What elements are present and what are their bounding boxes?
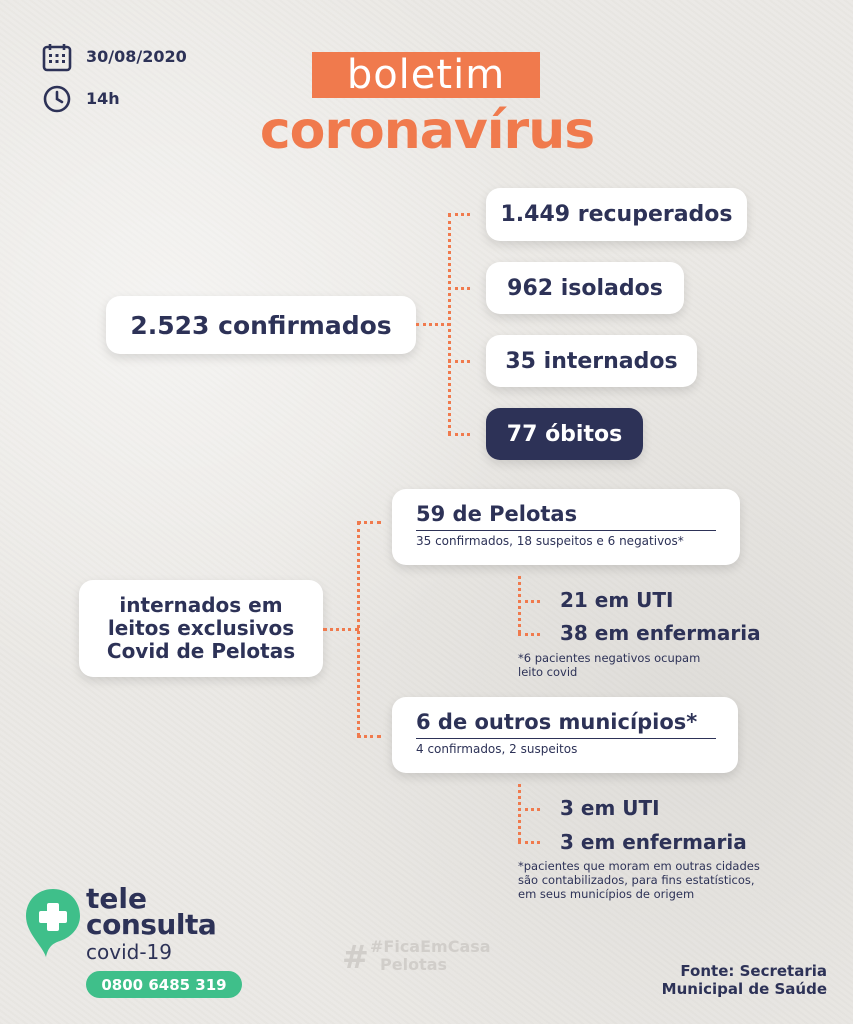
isolated-card xyxy=(486,262,684,314)
pelotas-detail: 35 confirmados, 18 suspeitos e 6 negativos* xyxy=(416,534,684,548)
source-text xyxy=(662,962,827,998)
connector xyxy=(448,213,470,216)
recovered-text: 1.449 recuperados xyxy=(500,202,733,227)
beds-label-line: Covid de Pelotas xyxy=(106,639,296,663)
connector xyxy=(448,287,470,290)
teleconsulta-logo xyxy=(24,882,264,965)
note-line: são contabilizados, para fins estatísticos, xyxy=(518,873,755,887)
connector xyxy=(448,433,470,436)
others-detail: 4 confirmados, 2 suspeitos xyxy=(416,742,578,756)
pelotas-title: 59 de Pelotas xyxy=(416,502,578,526)
note-line: *6 pacientes negativos ocupam xyxy=(518,651,701,665)
pelotas-card xyxy=(392,489,740,565)
note-line: leito covid xyxy=(518,665,578,679)
recovered-card xyxy=(486,188,747,241)
connector xyxy=(518,808,540,811)
title-top: boletim xyxy=(346,52,506,98)
clock-icon xyxy=(42,84,72,114)
brand-line1: tele xyxy=(86,882,147,915)
pelotas-ward: 38 em enfermaria xyxy=(560,621,761,645)
hash-icon: # xyxy=(342,938,369,976)
beds-label-card xyxy=(79,580,323,677)
others-note xyxy=(518,859,760,901)
connector xyxy=(518,841,540,844)
date-text: 30/08/2020 xyxy=(86,47,187,66)
pelotas-uti: 21 em UTI xyxy=(560,588,674,612)
deaths-card xyxy=(486,408,643,460)
beds-label-line: leitos exclusivos xyxy=(107,616,295,640)
connector xyxy=(357,735,381,738)
others-uti: 3 em UTI xyxy=(560,796,660,820)
connector xyxy=(416,323,450,326)
connector xyxy=(518,600,540,603)
pelotas-note xyxy=(518,651,700,679)
hashtag-line2: Pelotas xyxy=(380,955,448,974)
note-line: em seus municípios de origem xyxy=(518,887,695,901)
time-text: 14h xyxy=(86,89,120,108)
others-ward: 3 em enfermaria xyxy=(560,830,747,854)
isolated-text: 962 isolados xyxy=(507,275,663,301)
connector xyxy=(448,214,451,434)
others-card xyxy=(392,697,738,773)
page-title: coronavírus xyxy=(259,101,595,161)
source-line: Fonte: Secretaria xyxy=(680,962,827,980)
deaths-text: 77 óbitos xyxy=(506,421,623,447)
confirmed-text: 2.523 confirmados xyxy=(130,310,392,340)
connector xyxy=(357,521,381,524)
connector xyxy=(357,522,360,736)
source-line: Municipal de Saúde xyxy=(661,980,827,998)
connector xyxy=(323,628,359,631)
brand-line2: consulta xyxy=(86,908,217,941)
phone-number: 0800 6485 319 xyxy=(101,975,227,994)
hospitalized-card xyxy=(486,335,697,387)
confirmed-card xyxy=(106,296,416,354)
brand-line3: covid-19 xyxy=(86,940,172,964)
title-top-badge xyxy=(312,52,540,98)
medical-pin-icon xyxy=(24,887,82,959)
beds-label-line: internados em xyxy=(119,593,283,617)
calendar-icon xyxy=(42,42,72,72)
others-title: 6 de outros municípios* xyxy=(416,710,698,734)
connector xyxy=(518,576,521,633)
connector xyxy=(448,360,470,363)
note-line: *pacientes que moram em outras cidades xyxy=(518,859,760,873)
connector xyxy=(518,784,521,841)
phone-badge[interactable] xyxy=(86,971,242,998)
hospitalized-text: 35 internados xyxy=(505,348,678,374)
hashtag-line1: #FicaEmCasa xyxy=(370,937,491,956)
connector xyxy=(518,633,540,636)
